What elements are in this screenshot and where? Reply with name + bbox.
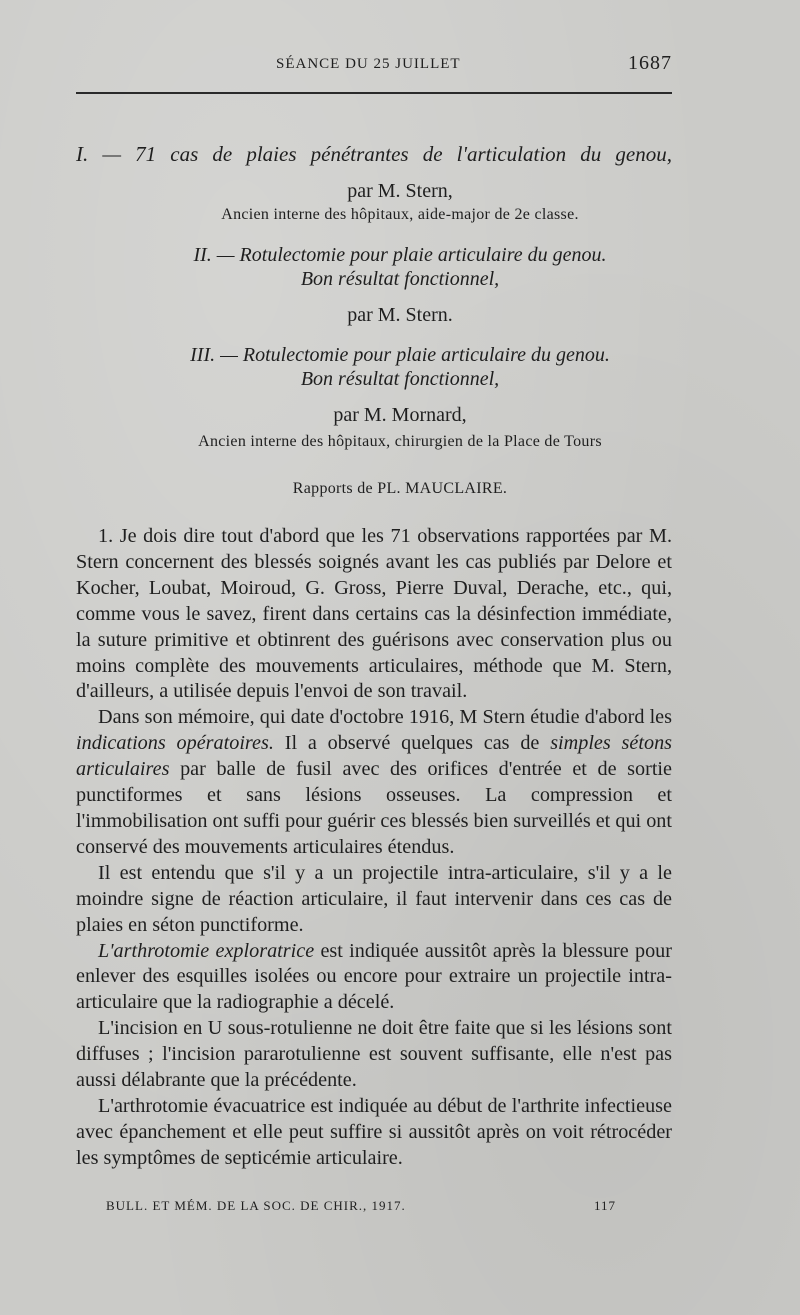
report-body xyxy=(76,524,672,1172)
session-title: SÉANCE DU 25 JUILLET xyxy=(276,56,461,72)
signature-number: 117 xyxy=(593,1198,616,1213)
page-number: 1687 xyxy=(628,52,672,74)
setons-term: simples sétons articulaires xyxy=(76,732,673,781)
entry-i-author: par M. Stern, xyxy=(347,180,453,202)
journal-citation: BULL. ET MÉM. DE LA SOC. DE CHIR., 1917. xyxy=(106,1198,406,1213)
header-rule xyxy=(76,92,672,94)
paragraph-5: L'incision en U sous-rotulienne ne doit être faite que si les lésions sont diffuses ; l'incision pararotulienne est souvent suffisante, elle n'est pas aussi délabrante que la précédente. xyxy=(76,1017,672,1092)
paragraph-6: L'arthrotomie évacuatrice est indiquée au début de l'arthrite infectieuse avec épanchement et elle peut suffire si aussitôt après on voit rétrocéder les symptômes de septicémie articulaire. xyxy=(76,1094,672,1169)
paragraph-2-text-c: Il a observé quelques cas de xyxy=(284,732,540,755)
entry-iii-title-line1: III. — Rotulectomie pour plaie articulaire du genou. xyxy=(190,344,610,366)
entry-iii-author: par M. Mornard, xyxy=(333,404,467,426)
paragraph-1: 1. Je dois dire tout d'abord que les 71 observations rapportées par M. Stern concernent des blessés soignés avant les cas publiés par Delore et Kocher, Loubat, Moiroud, G. Gross, Pierre Duval, Derache, etc., qui, comme vous le savez, firent dans certains cas la désinfection immédiate, la suture primitive et obtinrent des guérisons avec conservation plus ou moins complète des mouvements articulaires, méthode que M. Stern, d'ailleurs, a utilisée depuis l'envoi de son travail. xyxy=(76,525,672,703)
paragraph-2-text-e: par balle de fusil avec des orifices d'entrée et de sortie punctiformes et sans lésions osseuses. La compression et l'immobilisation ont suffi pour guérir ces blessés bien surveillés et qui ont conservé des mouvements articulaires étendus. xyxy=(76,758,672,858)
paragraph-2 xyxy=(76,705,672,860)
entry-i-affiliation: Ancien interne des hôpitaux, aide-major de 2e classe. xyxy=(221,206,579,223)
rapporteur-line: Rapports de PL. MAUCLAIRE. xyxy=(292,480,508,497)
indications-term: indications opératoires. xyxy=(76,732,274,755)
running-header xyxy=(76,52,672,82)
entry-i-title: I. — 71 cas de plaies pénétrantes de l'articulation du genou, xyxy=(76,142,672,166)
entry-iii-affiliation: Ancien interne des hôpitaux, chirurgien de la Place de Tours xyxy=(198,433,602,450)
paragraph-2-text-a: Dans son mémoire, qui date d'octobre 1916, M Stern étudie d'abord les xyxy=(98,706,672,729)
entry-ii-author: par M. Stern. xyxy=(347,304,453,326)
arthrotomie-term: L'arthrotomie exploratrice xyxy=(98,939,315,962)
paragraph-4 xyxy=(76,939,672,1017)
entry-ii-title-line1: II. — Rotulectomie pour plaie articulaire du genou. xyxy=(193,244,607,266)
paragraph-4-text-b: est indiquée aussitôt après la blessure pour enlever des esquilles isolées ou encore pour extraire un projectile intra-articulaire que la radiographie a décelé. xyxy=(76,939,672,1014)
page-footer xyxy=(106,1198,616,1218)
paragraph-3: Il est entendu que s'il y a un projectile intra-articulaire, s'il y a le moindre signe de réaction articulaire, il faut intervenir dans ces cas de plaies en séton punctiforme. xyxy=(76,861,672,936)
entry-ii-title-line2: Bon résultat fonctionnel, xyxy=(300,268,500,290)
entry-iii-title-line2: Bon résultat fonctionnel, xyxy=(300,368,500,390)
